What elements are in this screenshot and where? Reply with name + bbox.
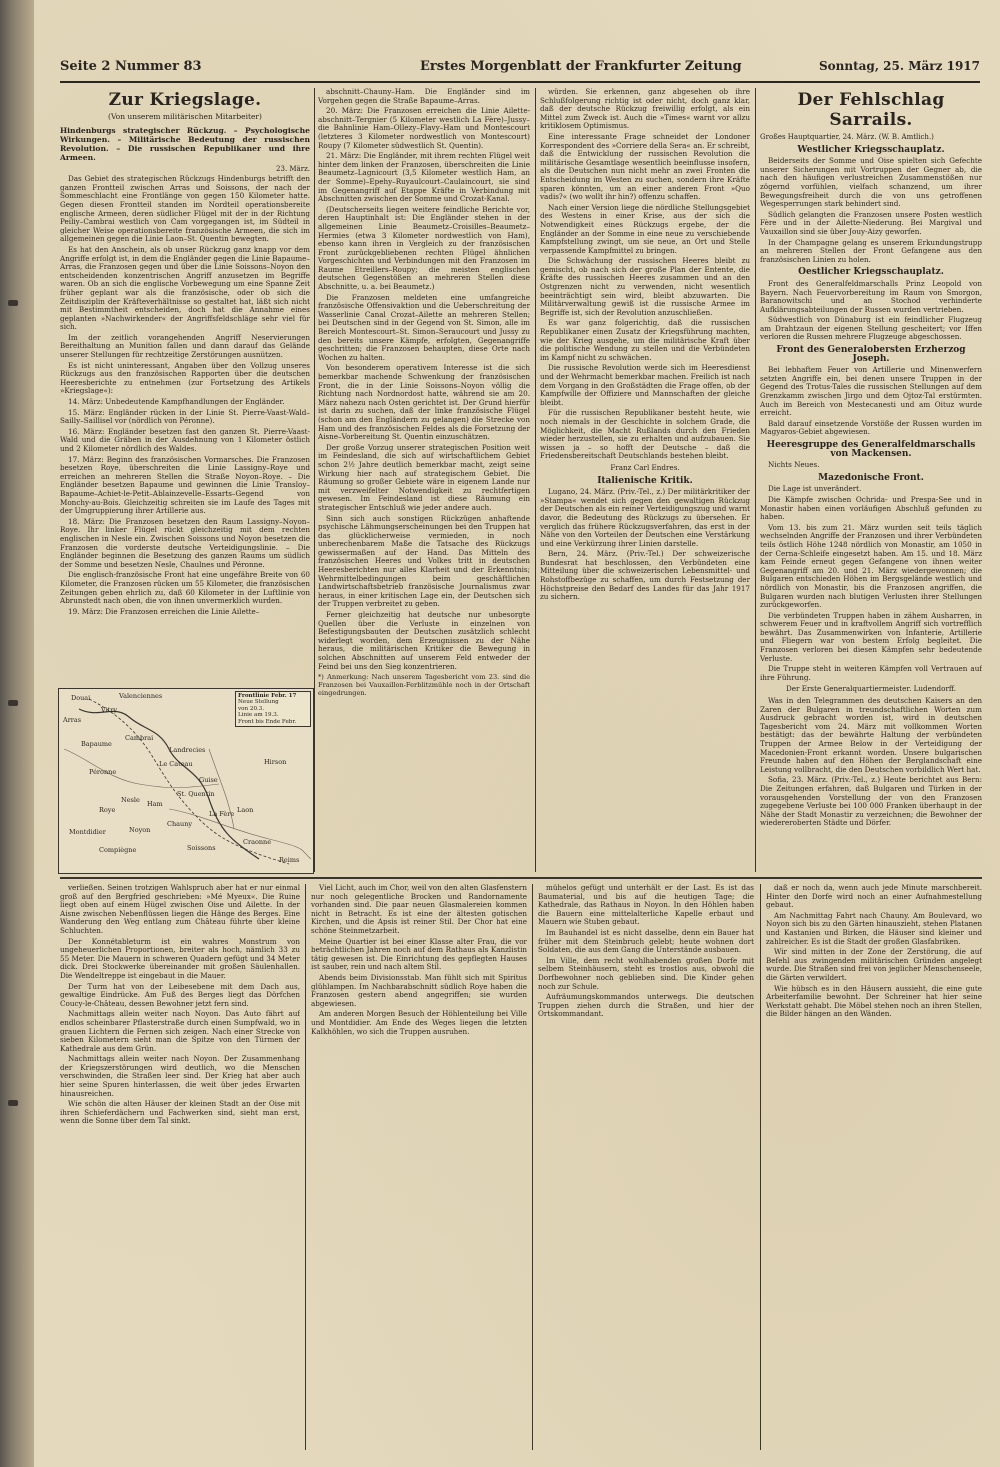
column-rule	[305, 884, 306, 1450]
map-legend-line: Linie am 19.3.	[238, 712, 279, 719]
article-headline: Der Fehlschlag Sarrails.	[797, 90, 945, 130]
paragraph: 15. März: Engländer rücken in der Linie St. Pierre-Vaast-Wald–Sailly–Saillisel vor (nördlich von Péronne).	[60, 407, 310, 426]
map-place-label: Nesle	[121, 796, 140, 804]
map-legend-line: Front bis Ende Febr.	[238, 718, 297, 725]
article-headline: Zur Kriegslage.	[108, 90, 262, 110]
paragraph: Die Franzosen meldeten eine umfangreiche französische Offensivaktion und die Ueberschreitung der Wasserlinie Canal Crozat–Ailette an mehreren Stellen; bei Deutschen sind in der Gegend von St. Simon, alle im Bereich Montescourt–St. Simon–Seraucourt und Jussy zu den bereits unsere Kämpfe, erfolgten, Gegenangriffe geschritten; die Franzosen behaupten, diese Orte nach Wochen zu halten.	[318, 292, 530, 362]
article-footnote: *) Anmerkung: Nach unserem Tagesbericht vom 23. sind die Franzosen bei Vauxaillon-Ferblitzmühle noch in der Ortschaft eingedrungen.	[318, 673, 530, 698]
paragraph: Sofia, 23. März. (Priv.-Tel., z.) Heute berichtet aus Bern: Die Zeitungen erfahren, daß Bulgaren und Türken in der vorausgehenden Vorstellung der von den Franzosen zugegebene Verluste bei 100 000 Franken überhaupt in der Nähe der Stadt Monastir zu verzeichnen; die Bewohner der wiedereroberten Städte und Dörfer.	[760, 775, 982, 828]
spine-mark	[8, 700, 18, 706]
paragraph: Viel Licht, auch im Chor, weil von den alten Glasfenstern nur noch gelegentliche Brocken und Randornamente vorhanden sind. Die paar neuen Glasmalereien kommen nicht in Betracht. Es ist eine der ältesten gotischen Kirchen, und die Apsis ist reiner Stil. Der Chor hat eine schöne Steinmetzarbeit.	[311, 884, 527, 935]
paragraph: Es ist nicht uninteressant, Angaben über den Vollzug unseres Rückzugs aus den französischen Rapporten über die deutschen Heeresberichte zu entnehmen (zur Fortsetzung des Artikels »Kriegslage«):	[60, 360, 310, 396]
map-place-label: Arras	[63, 716, 82, 724]
report-signature: Der Erste Generalquartiermeister. Ludendorff.	[785, 684, 957, 694]
paragraph: Die englisch-französische Front hat eine ungefähre Breite von 60 Kilometer, die Franzosen rücken um 55 Kilometer, die französischen Zeitungen geben ehrlich zu, daß 60 Kilometer in der Luftlinie von Abrunstedt nach oben, die von ihnen unvermerklich wurden.	[60, 570, 310, 606]
paragraph: Lugano, 24. März. (Priv.-Tel., z.) Der militärkritiker der »Stampa« wendet sich gegen den gewaltigen Rückzug der Deutschen als ein reiner Verteidigungszug und warnt davor, die Bedeutung des Rückzugs zu übersehen. Er verglich das frühere Rückzugsverfahren, das erst in der Nähe von den Vorteilen der Deutschen eine Verstärkung und eine Verkürzung ihrer Linien darstelle.	[540, 487, 750, 548]
front-map	[58, 688, 314, 874]
page-header	[60, 55, 980, 83]
map-place-label: Ham	[147, 800, 163, 808]
map-place-label: Soissons	[187, 844, 216, 852]
paragraph: Die Kämpfe zwischen Ochrida- und Prespa-See und in Monastir haben einen vorläufigen Abschluß gefunden zu haben.	[760, 494, 982, 522]
article-lead: Hindenburgs strategischer Rückzug. – Psychologische Wirkungen. – Militärische Bedeutung der russischen Revolution. – Die russischen Republikaner und ihre Armeen.	[60, 125, 310, 162]
paragraph: würden. Sie erkennen, ganz abgesehen ob ihre Schlußfolgerung richtig ist oder nicht, doch ganz klar, daß der deutsche Rückzug freiwillig erfolgt, als ein Mittel zum Zweck ist. Auch die »Times« warnt vor allzu kritiklosem Optimismus.	[540, 88, 750, 131]
map-place-label: Péronne	[89, 768, 117, 776]
paragraph: Meine Quartier ist bei einer Klasse alter Frau, die vor beträchtlichen Jahren noch auf dem Rathaus als Kanzlistin tätig gewesen ist. Die Einrichtung des gepflegten Hauses ist sauber, rein und nach altem Stil.	[311, 936, 527, 972]
column-rule	[760, 884, 761, 1450]
paragraph: Südwestlich von Dünaburg ist ein feindlicher Flugzeug am Drahtzaun der eigenen Stellung gescheitert; vor Iffen verloren die Russen mehrere Flugzeuge abgeschossen.	[760, 315, 982, 342]
map-place-label: Reims	[279, 856, 300, 864]
feuilleton-col-3	[538, 884, 754, 1450]
paragraph: Im der zeitlich vorangehenden Angriff Neservierungen Bereithaltung an Munition fallen und dann darauf das Gelände unserer Stellungen für rechtzeitige Zerstörungen ausnützen.	[60, 332, 310, 360]
article-dateline: Großes Hauptquartier, 24. März. (W. B. Amtlich.)	[760, 133, 934, 141]
paragraph: abschnitt–Chauny–Ham. Die Engländer sind im Vorgehen gegen die Straße Bapaume–Arras.	[318, 88, 530, 105]
paragraph: 16. März: Engländer besetzen fast den ganzen St. Pierre-Vaast-Wald und die Gräben in der Ausdehnung von 1 Kilometer östlich und 2 Kilometer nördlich des Waldes.	[60, 426, 310, 453]
paragraph: verließen. Seinen trotzigen Wahlspruch aber hat er nur einmal groß auf den Bergfried geschrieben: »Mé Myeux«. Die Ruine liegt oben auf einem Hügel zwischen Oise und Ailette. In der Aisne zwischen Nebenflüssen liegen die Hänge des Berges. Eine Wanderung den Weg entlang zum Château führte über kleine Schluchten.	[60, 884, 300, 935]
article-body	[540, 88, 750, 461]
map-place-label: Hirson	[264, 758, 287, 766]
map-place-label: Valenciennes	[119, 692, 163, 700]
map-place-label: Guise	[199, 776, 218, 784]
article-body	[318, 88, 530, 671]
paragraph: 18. März: Die Franzosen besetzen den Raum Lassigny–Noyon–Roye. Ihr linker Flügel rückt gleichzeitig mit dem rechten englischen in Nesle ein. Zwischen Soissons und Noyon besetzen die Franzosen die vorderste deutsche Verteidigungslinie. – Die Engländer beginnen die Besetzung des ganzen Raums um südlich der Somme und besetzen Nesle, Chaulnes und Péronne.	[60, 516, 310, 569]
map-place-label: Douai	[71, 694, 91, 702]
article-dateline: 23. März.	[276, 164, 310, 173]
map-legend	[235, 691, 311, 727]
map-place-label: Laon	[237, 806, 254, 814]
map-place-label: Le Cateau	[159, 760, 193, 768]
column-kriegslage-continued	[318, 88, 530, 872]
author-signature: Franz Carl Endres.	[610, 462, 680, 472]
map-place-label: Noyon	[129, 826, 151, 834]
map-place-label: Craonne	[243, 838, 272, 846]
paragraph: Sinn sich auch sonstigen Rückzügen anhaftende psychische Lähmungserscheinungen bei den Truppen hat das glücklicherweise vermieden, in noch unberechenbarem Maße die Tatsache des Rückzugs gewissermaßen auf der Hand. Das Mitteln des französischen Heeres und Volkes tritt in deutschen Heeresberichten nur alles Klarheit und der Erkenntnis; Wehrmittelbedingungen beim geschäftlichen Landwirtschaftsbetrieb französische Journalismus zwar heraus, in einer kritischen Lage ein, der Deutschen sich der Truppen verbreitet zu geben.	[318, 513, 530, 609]
paragraph: 14. März: Unbedeutende Kampfhandlungen der Engländer.	[68, 397, 285, 407]
section-title: Westlicher Kriegsschauplatz.	[797, 144, 945, 155]
column-revolution	[540, 88, 750, 872]
article-body	[760, 146, 982, 683]
map-place-label: Montdidier	[69, 828, 106, 836]
river-somme	[64, 746, 219, 788]
paragraph: Nachmittags allein weiter nach Noyon. Der Zusammenhang der Kriegszerstörungen wird deutlich, wo die Menschen verschwinden, die Straßen leer sind. Der Krieg hat aber auch hier seine Spuren hinterlassen, die weit über jedes Erwarten hinausreichen.	[60, 1054, 300, 1098]
paragraph: Was in den Telegrammen des deutschen Kaisers an den Zaren der Bulgaren in treundschaftlichen Worten zum Ausdruck gebracht worden ist, wird in deutschen Tagesbericht vom 24. März mit vollkommen Worten bestätigt: das der bewährte Haltung der verbündeten Truppen der Armee Below in der Verteidigung der Macedonien-Front erkannt worden. Unsere bulgarischen Freunde haben auf den Höhen der Berglandschaft eine Leistung vollbracht, die den Deutschen vorbildlich Wert hat.	[760, 696, 982, 774]
paragraph: Der Konnétableturm ist ein wahres Monstrum von ungeheuerlichen Proportionen, breiter als hoch, nämlich 33 zu 55 Meter. Die Mauern in schweren Quadern gefügt und 34 Meter dick. Drei Stockwerke übereinander mit großen Säulenhallen. Die Wendeltreppe ist eingebaut in die Mauer.	[60, 936, 300, 980]
paragraph: Wir sind mitten in der Zone der Zerstörung, die auf Befehl aus zwingenden militärischen Gründen angelegt wurde. Die Straßen sind frei von jeglicher Menschenseele, die Gärten verwildert.	[766, 947, 982, 982]
map-place-label: St. Quentin	[177, 790, 215, 798]
map-place-label: La Fère	[209, 810, 235, 818]
map-place-label: Landrecies	[169, 746, 206, 754]
section-title: Heeresgruppe des Generalfeldmarschalls von Mackensen.	[766, 440, 976, 459]
italy-body	[540, 488, 750, 602]
spine-mark	[8, 300, 18, 306]
paragraph: In der Champagne gelang es unserem Erkundungstrupp an mehreren Stellen der Front Gefangene aus den französischen Linien zu holen.	[760, 237, 982, 264]
paragraph: Bald darauf einsetzende Vorstöße der Russen wurden im Magyaros-Gebiet abgewiesen.	[760, 418, 982, 437]
paragraph: 20. März: Die Franzosen erreichen die Linie Ailette-abschnitt–Tergnier (5 Kilometer westlich La Fère)–Jussy–die Bahnlinie Ham–Ollezy–Flavy–Ham und Montescourt (letzteres 3 Kilometer nordwestlich von Montescourt) Roupy (7 Kilometer südwestlich St. Quentin).	[318, 106, 530, 150]
paragraph: 21. März: Die Engländer, mit ihrem rechten Flügel weit hinter dem linken der Franzosen, überschreiten die Linie Beaumetz–Lagnicourt (3,5 Kilometer westlich Ham, an der Somme)–Epehy–Ruyaulcourt–Caulaincourt, sie sind im Gegenangriff auf Etappe Kräfte in Verbindung mit Abschnitten zwischen der Somme und Crozat-Kanal.	[318, 151, 530, 204]
map-place-label: Roye	[99, 806, 116, 814]
map-legend-line: von 20.3.	[238, 705, 265, 712]
column-rule	[535, 88, 536, 872]
paragraph: Südlich gelangten die Franzosen unsere Posten westlich Fère und in der Ailette-Niederung. Bei Margival und Vauxaillon sind sie über Jouy-Aizy geworfen.	[760, 209, 982, 236]
article-subhead: (Von unserem militärischen Mitarbeiter)	[108, 112, 262, 121]
paragraph: Für die russischen Republikaner besteht heute, wie noch niemals in der Geschichte in solchem Grade, die Möglichkeit, die Macht Rußlands durch den Frieden wieder herzustellen, sie zu erhalten und aufzubauen. Sie wissen ja – so hofft der Deutsche – daß die Friedensbereitschaft Deutschlands bestehen bleibt.	[540, 408, 750, 461]
paragraph: Wie hübsch es in den Häusern aussieht, die eine gute Arbeiterfamilie bewohnt. Der Schreiner hat hier seine Werkstatt gehabt. Die Möbel stehen noch an ihren Stellen, die Bilder hängen an den Wänden.	[766, 983, 982, 1019]
closing-body	[760, 697, 982, 828]
column-rule	[532, 884, 533, 1450]
paragraph: Es war ganz folgerichtig, daß die russischen Republikaner einen Zusatz der Kriegsführung machten, wie der Krieg ausgehe, um die militärische Kraft über die politische Wendung zu stellen und die Verbündeten im Kampf nicht zu schwächen.	[540, 318, 750, 362]
paragraph: Bei lebhaftem Feuer von Artillerie und Minenwerfern setzten Angriffe ein, bei denen unsere Truppen in der Gegend des Trotus-Tales die russischen Stellungen auf dem Grenzkamm zwischen Jirgo und dem Ojtoz-Tal erstürmten. Auch im Bereich von Mestecanesti und am Oituz wurde erreicht.	[760, 365, 982, 418]
map-place-label: Cambrai	[125, 734, 154, 742]
section-rule	[60, 877, 982, 879]
paragraph: Die russische Revolution werde sich im Heeresdienst und der Wehrmacht bemerkbar machen. Freilich ist nach dem Vorgang in den Großstädten die Frage offen, ob der Kampfwille der Offiziere und Mannschaften der gleiche bleibt.	[540, 363, 750, 407]
map-place-label: Vitry	[101, 706, 118, 714]
paragraph: 19. März: Die Franzosen erreichen die Linie Ailette–	[68, 606, 260, 616]
feuilleton-col-4	[766, 884, 982, 1450]
paragraph: Nachmittags allein weiter nach Noyon. Das Auto fährt auf endlos scheinbarer Pflasterstraße durch einen Sumpfwald, wo in grauen Lichtern die Fernen sich zeigen. Nach einer Strecke von sieben Kilometern sieht man die Spitze von den Türmen der Kathedrale aus dem Grün.	[60, 1009, 300, 1053]
paragraph: Die Schwächung der russischen Heeres bleibt zu gemischt, ob nach sich der große Plan der Entente, die Kräfte des russischen Heeres zusammen und an den Ostgrenzen nicht zu verwenden, nicht wesentlich beeinträchtigt sein wird, bleibt abzuwarten. Die Militärverwaltung gewiß ist die russische Armee im Begriffe ist, sich der Revolution anzuschließen.	[540, 256, 750, 317]
paragraph: Front des Generalfeldmarschalls Prinz Leopold von Bayern. Nach Feuervorbereitung im Raum von Smorgon, Baranowitschi und an Stochod verhinderte Aufklärungsabteilungen der Russen wurden vertrieben.	[760, 278, 982, 314]
paragraph: Aufräumungskommandos unterwegs. Die deutschen Truppen ziehen durch die Straßen, und hier der Ortskommandant.	[538, 992, 754, 1019]
column-sarrail	[760, 88, 982, 872]
feuilleton-col-1	[60, 884, 300, 1450]
column-rule	[755, 88, 756, 872]
map-place-label: Chauny	[167, 820, 193, 828]
spine-mark	[8, 1100, 18, 1106]
section-title: Front des Generalobersten Erzherzog Joseph.	[776, 345, 966, 364]
paragraph: Eine interessante Frage schneidet der Londoner Korrespondent des »Corriere della Sera« an. Er schreibt, daß die Entwicklung der russischen Revolution die militärische Gesamtlage wesentlich beeinflusse insofern, als die Deutschen nun nicht mehr an zwei Fronten die Entscheidung im Westen zu suchen, sondern ihre Kräfte sparen könnten, um an einer anderen Front »Quo vadis?« (wo wollt ihr hin?) offenzu schaffen.	[540, 131, 750, 202]
paragraph: Vom 13. bis zum 21. März wurden seit teils täglich wechselnden Angriffe der Franzosen und ihrer Verbündeten teils östlich Höhe 1248 nördlich von Monastir, am 1050 in der Cerna-Schleife eingesetzt haben. Am 15. und 18. März kam Feinde erneut gegen Gefangene von ihnen weiter Gegenangriff am 20. und 21. März wiedergewonnen; die Bulgaren entschieden Höhen im Bergsgelände westlich und nördlich von Monastir, bis die Franzosen angriffen, die Bulgaren wurden nach blutigen Verlusten ihrer Stellungen zurückgeworfen.	[760, 522, 982, 610]
paragraph: mühelos gefügt und unterhält er der Last. Es ist das Baumaterial, und bis auf die heutigen Tage; die Kathedrale, das Rathaus in Noyon. In den Höhlen haben die Bauern eine mittelalterliche Kapelle erbaut und Mauern wie Stuben gebaut.	[538, 884, 754, 927]
paragraph: Im Ville, dem recht wohlhabenden großen Dorfe mit selbem Steinhäusern, steht es trostlos aus, obwohl die Dorfbewohner noch geblieben sind. Die Kinder gehen noch zur Schule.	[538, 955, 754, 991]
newspaper-title: Erstes Morgenblatt der Frankfurter Zeitung	[420, 59, 742, 74]
column-kriegslage	[60, 88, 310, 686]
paragraph: Am Nachmittag Fahrt nach Chauny. Am Boulevard, wo Noyon sich bis zu den Gärten hinauszieht, stehen Platanen und Kastanien und Birken, die Häuser sind kleiner und zahlreicher. Es ist die Stadt der großen Glasfabriken.	[766, 910, 982, 946]
article-body	[60, 175, 310, 616]
section-title: Oestlicher Kriegsschauplatz.	[798, 267, 944, 278]
paragraph: Die verbündeten Truppen haben in zähem Ausharren, in schwerem Feuer und in kraftvollem Angriff sich vortrefflich bewährt. Das Zusammenwirken von Infanterie, Artillerie und Fliegern war von bestem Erfolg begleitet. Die Franzosen verloren bei diesen Kämpfen sehr bedeutende Verluste.	[760, 610, 982, 663]
paragraph: Im Bauhandel ist es nicht dasselbe, denn ein Bauer hat früher mit dem Steinbruch gelebt; heute wohnen dort Soldaten, die aus dem Gang die Unterstände ausbauen.	[538, 927, 754, 955]
paragraph: Der Turm hat von der Leibesebene mit dem Dach aus, gewaltige Eindrücke. Am Fuß des Berges liegt das Dörfchen Coucy-le-Château, dessen Bewohner jetzt fern sind.	[60, 981, 300, 1008]
paragraph: (Deutscherseits liegen weitere feindliche Berichte vor, deren Hauptinhalt ist: Die Engländer stehen in der allgemeinen Linie Beaumetz–Croisilles–Beaumetz–Hermies (etwa 3 Kilometer nordwestlich von Ham), ebenso kann ihren in Vergleich zu der französischen Front zurückgebliebenen rechten Flügel ähnlichen Vorgeschichten und Verbindungen mit den Franzosen im Raume Etreillers–Roupy; die meisten englischen deutschen Gegenstößen an mehreren Stellen diese Abschnitte, u. a. bei Beaumetz.)	[318, 204, 530, 292]
paragraph: daß er noch da, wenn auch jede Minute marschbereit. Hinter den Dorfe wird noch an einer Aufnahmestellung gebaut.	[766, 884, 982, 910]
map-legend-title: Frontlinie Febr. 17	[238, 693, 297, 699]
section-title: Mazedonische Front.	[818, 472, 924, 483]
page-number: Seite 2 Nummer 83	[60, 59, 202, 74]
paragraph: Die Lage ist unverändert.	[768, 484, 862, 494]
issue-date: Sonntag, 25. März 1917	[818, 59, 980, 73]
paragraph: Der große Vorzug unserer strategischen Position weit im Feindesland, die sich auf wirtschaftlichem Gebiet schon 2½ Jahre deutlich bemerkbar macht, zeigt seine Wirkung hier nach auf strategischem Gebiet. Die Räumung so großer Gebiete wäre in eigenem Lande nur mit verzweifelter Notwendigkeit zu rechtfertigen gewesen. Im Feindesland ist diese Räumung ein strategischer Entschluß wie jeder andere auch.	[318, 442, 530, 512]
paragraph: Die Truppe steht in weiteren Kämpfen voll Vertrauen auf ihre Führung.	[760, 664, 982, 682]
map-legend-line: Neue Stellung	[238, 699, 279, 706]
paragraph: Beiderseits der Somme und Oise spielten sich Gefechte unserer Sicherungen mit Vortruppen der Gegner ab, die nach den häufigen verlustreichen Zusammenstößen nur zögernd vorfühlen, vielfach schanzend, um ihrer Bewegungsfreiheit durch die von uns getroffenen Wegesperrungen stark behindert sind.	[760, 156, 982, 209]
map-place-label: Bapaume	[81, 740, 112, 748]
paragraph: Es hat den Anschein, als ob unser Rückzug ganz knapp vor dem Angriffe erfolgt ist, in dem die Engländer gegen die Linie Bapaume–Arras, die Franzosen gegen und über die Linie Soissons–Noyon den entscheidenden konzentrischen Angriff anzusetzen im Begriffe waren. Ob an sich die englische Vorbewegung um eine Spanne Zeit früher geplant war als die französische, oder ob sich die Zeitdisziplin der Kräfteverhältnisse so gestaltet hat, läßt sich nicht mit Bestimmtheit entscheiden, doch hat die Annahme eines geplanten »Nachwirkender« der Angriffsfeldschläge sehr viel für sich.	[60, 244, 310, 332]
paragraph: Wie schön die alten Häuser der kleinen Stadt an der Oise mit ihren Schieferdächern und Fachwerken sind, sieht man erst, wenn die Sonne über dem Tal sinkt.	[60, 1099, 300, 1126]
paragraph: Das Gebiet des strategischen Rückzugs Hindenburgs betrifft den ganzen Frontteil zwischen Arras und Soissons, der nach der Sommeschlacht eine Frontlänge von gegen 150 Kilometer hatte. Gegen diesen Frontteil standen im Nordteil operationsbereite englische Armeen, deren südlicher Flügel mit der in der Richtung Peiliy–Cambrai westlich von Cam vorgegangen ist, im Südteil in gleicher Weise operationsbereite französische Armeen, die sich im allgemeinen gegen die Linie Laon–St. Quentin bewegten.	[60, 174, 310, 244]
paragraph: Am anderen Morgen Besuch der Höhlenteilung bei Ville und Montdidier. Am Ende des Weges liegen die letzten Kalkhöhlen, wo sich die Truppen ausruhen.	[311, 1009, 527, 1036]
book-spine	[0, 0, 34, 1467]
paragraph: Bern, 24. März. (Priv.-Tel.) Der schweizerische Bundesrat hat beschlossen, den Verbündeten eine Mitteilung über die schweizerischen Lebensmittel- und Rohstoffbezüge zu schaffen, um durch Festsetzung der Höchstpreise den Bedarf des Landes für das Jahr 1917 zu sichern.	[540, 549, 750, 602]
paragraph: Nichts Neues.	[768, 460, 820, 470]
column-rule	[314, 88, 315, 872]
paragraph: Abends beim Divisionsstab. Man fühlt sich mit Spiritus glühlampen. Im Nachbarabschnitt südlich Roye haben die Franzosen gestern abend angegriffen; sie wurden abgewiesen.	[311, 972, 527, 1008]
map-place-label: Compiègne	[99, 846, 137, 854]
paragraph: Nach einer Version liege die nördliche Stellungsgebiet des Westens in einer Krise, aus der sich die Notwendigkeit eines Rückzugs ergebe, der die Engländer an der Somme in eine neue zu verschiebende Kampfstellung zwingt, um sie neue, an Ort und Stelle verpassende Kampfmittel zu bringen.	[540, 202, 750, 255]
section-title: Italienische Kritik.	[597, 475, 693, 486]
paragraph: 17. März: Beginn des französischen Vormarsches. Die Franzosen besetzen Roye, überschreiten die Linie Lassigny–Roye und erreichen an mehreren Stellen die Straße Noyon–Roye. – Die Engländer besetzen Bapaume und gewinnen die Linie Transloy–Bapaume–Achiet-le-Petit–Ablainzevelle–Essarts–Gegend von Monchy-au-Bois. Gleichzeitig schreiten sie im Laufe des Tages mit der Umgruppierung ihrer Artillerie aus.	[60, 454, 310, 516]
paragraph: Von besonderem operativem Interesse ist die sich bemerkbar machende Schwenkung der französischen Front, die in der Linie Soissons–Noyon völlig die Richtung nach Nordnordost hatte, während sie am 20. März nahezu nach Osten gerichtet ist. Der Grund hierfür ist darin zu suchen, daß der linke französische Flügel (schon am den Engländern zu gelangen) die Strecke von Ham und des französischen Feldes als die Forsetzung der Aisne–Vorbereitung St. Quentin einzuschätzen.	[318, 363, 530, 442]
feuilleton-col-2	[311, 884, 527, 1450]
paragraph: Ferner gleichzeitig hat deutsche nur unbesorgte Quellen über die Verluste in einzelnen von Befestigungsbauten der Deutschen zusätzlich schlecht widerlegt worden, dem Erzeugnissen zu der Nähe heraus, die militärischen Kritiker die Bewegung in solchen Abschnitten auf unserem Feld entweder der Feind bei uns den Sieg konzentrieren.	[318, 610, 530, 671]
